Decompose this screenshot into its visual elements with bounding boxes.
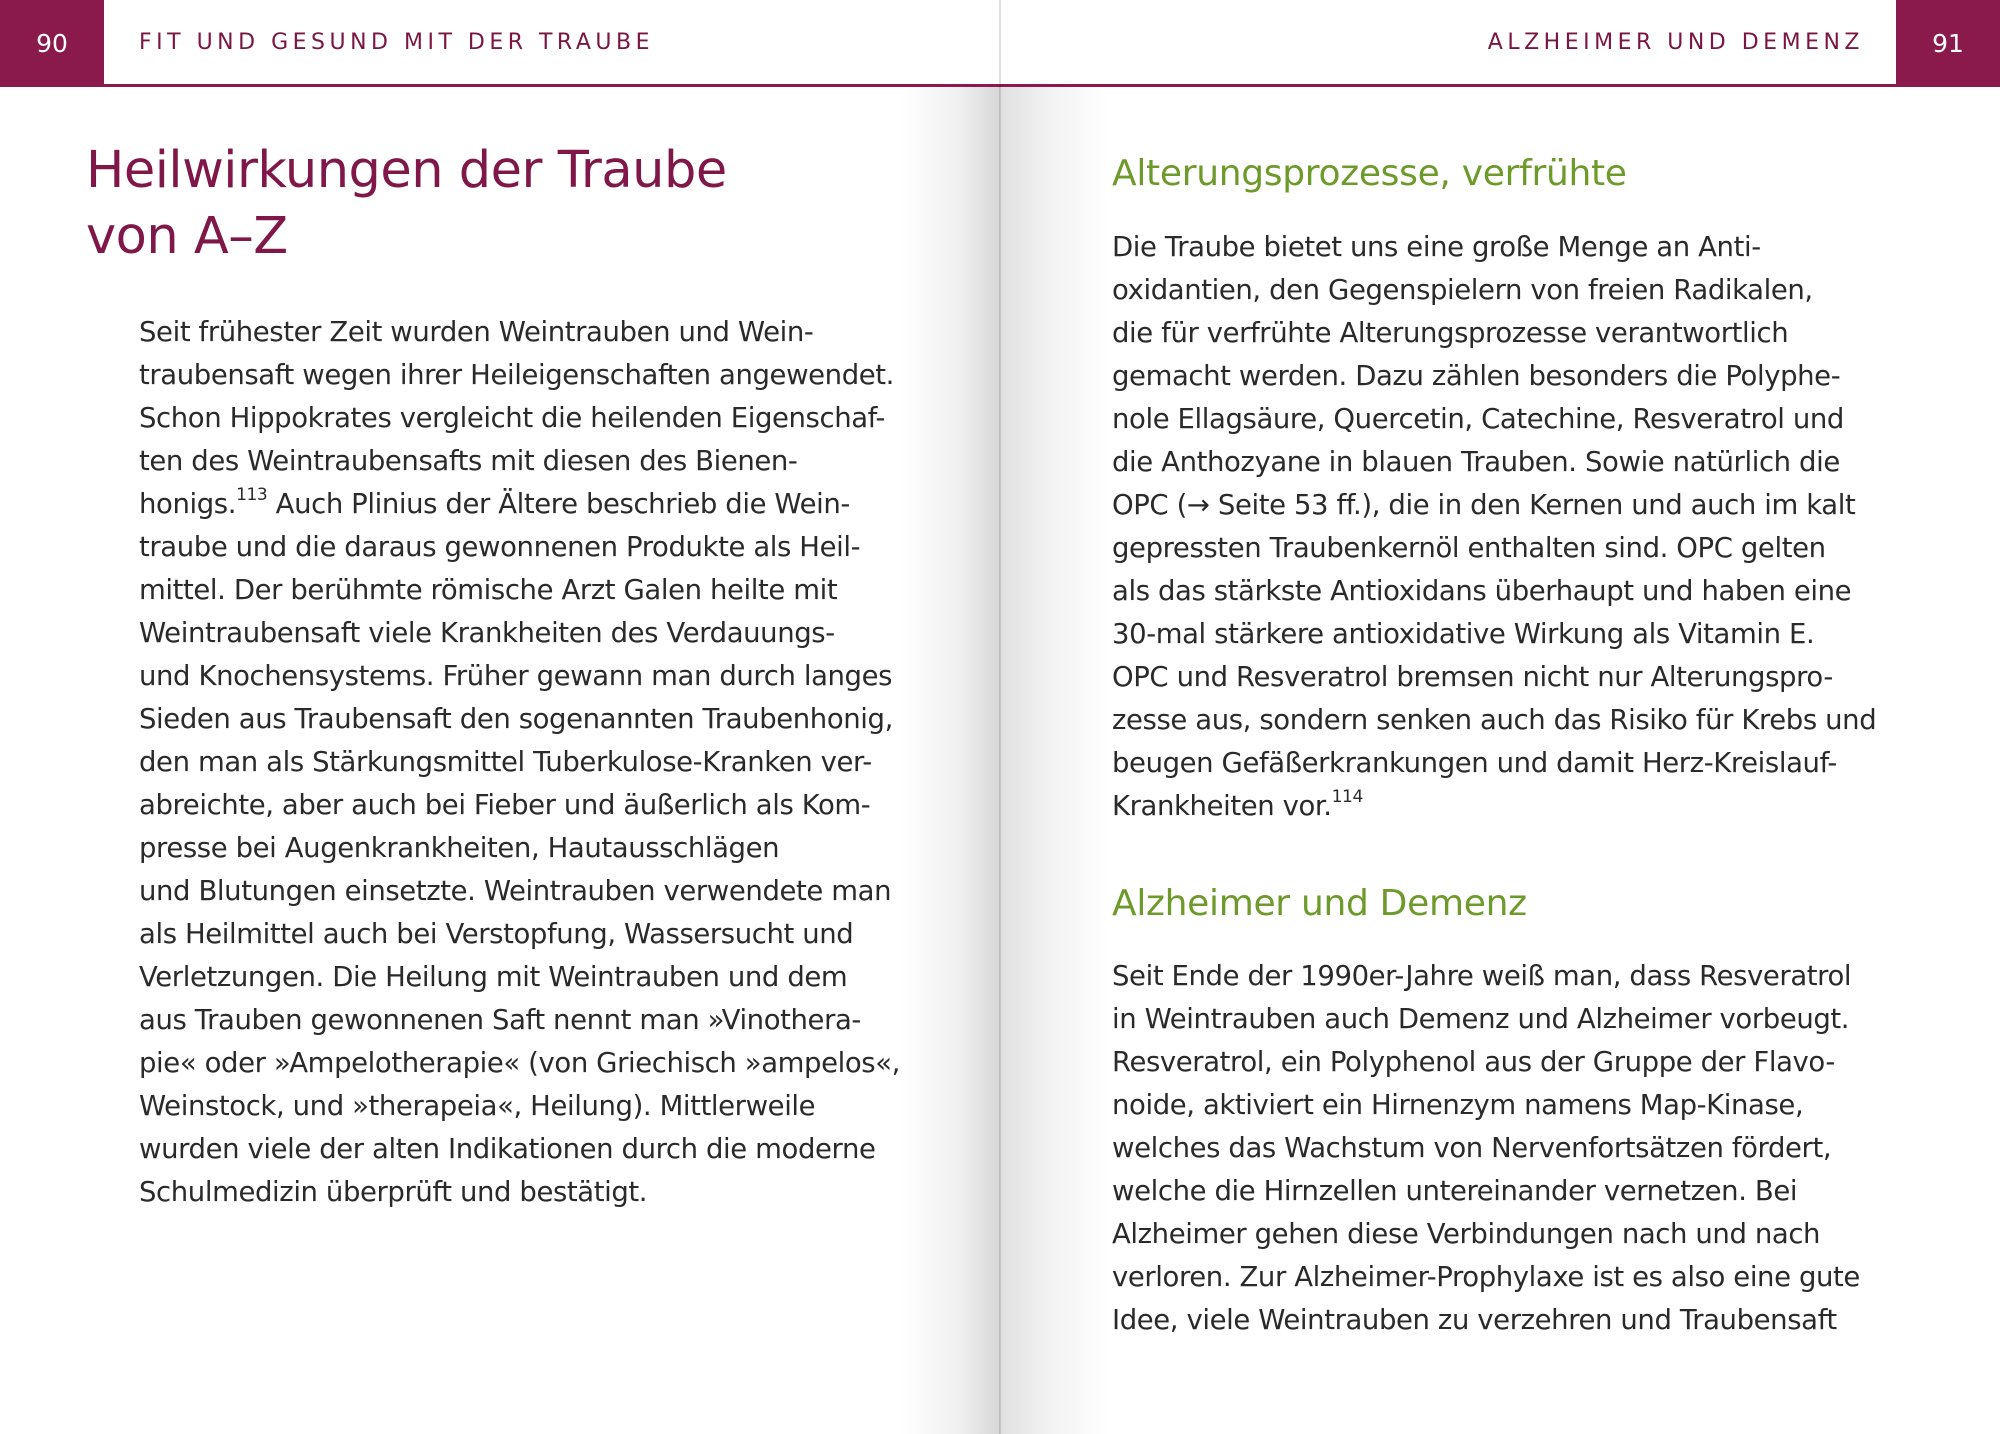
header-rule (0, 84, 1000, 87)
text-line: und Knochensystems. Früher gewann man durch langes (139, 660, 893, 692)
text-line: OPC und Resveratrol bremsen nicht nur Alterungspro- (1112, 661, 1833, 693)
section-heading: Alzheimer und Demenz (1112, 883, 1527, 924)
text-line: beugen Gefäßerkrankungen und damit Herz-Kreislauf- (1112, 747, 1837, 779)
text-line: Schulmedizin überprüft und bestätigt. (139, 1176, 648, 1208)
gutter-shadow-right (1000, 86, 1110, 1434)
book-fold (999, 0, 1001, 1434)
chapter-title-line: Heilwirkungen der Traube (86, 141, 727, 200)
section-heading: Alterungsprozesse, verfrühte (1112, 153, 1627, 194)
text-line: 30-mal stärkere antioxidative Wirkung als Vitamin E. (1112, 618, 1815, 650)
text-line: als Heilmittel auch bei Verstopfung, Wassersucht und (139, 918, 854, 950)
text-line: zesse aus, sondern senken auch das Risiko für Krebs und (1112, 704, 1877, 736)
text-line: und Blutungen einsetzte. Weintrauben verwendete man (139, 875, 892, 907)
text-line: Sieden aus Traubensaft den sogenannten Traubenhonig, (139, 703, 893, 735)
text-line: noide, aktiviert ein Hirnenzym namens Map-Kinase, (1112, 1089, 1804, 1121)
text-line: welches das Wachstum von Nervenfortsätzen fördert, (1112, 1132, 1832, 1164)
text-line: gemacht werden. Dazu zählen besonders die Polyphe- (1112, 360, 1841, 392)
intro-paragraph (139, 311, 900, 1214)
text-line: als das stärkste Antioxidans überhaupt und haben eine (1112, 575, 1852, 607)
text-line: gepressten Traubenkernöl enthalten sind. OPC gelten (1112, 532, 1826, 564)
text-line: aus Trauben gewonnenen Saft nennt man »Vinothera- (139, 1004, 861, 1036)
text-line: Idee, viele Weintrauben zu verzehren und Traubensaft (1112, 1304, 1837, 1336)
text-line: in Weintrauben auch Demenz und Alzheimer vorbeugt. (1112, 1003, 1850, 1035)
page-number: 91 (1896, 0, 2000, 86)
text-line: mittel. Der berühmte römische Arzt Galen heilte mit (139, 574, 838, 606)
text-line: Seit Ende der 1990er-Jahre weiß man, dass Resveratrol (1112, 960, 1852, 992)
text-line: Weinstock, und »therapeia«, Heilung). Mittlerweile (139, 1090, 816, 1122)
text-line: oxidantien, den Gegenspielern von freien Radikalen, (1112, 274, 1813, 306)
text-line: Die Traube bietet uns eine große Menge an Anti- (1112, 231, 1761, 263)
text-line: presse bei Augenkrankheiten, Hautausschlägen (139, 832, 780, 864)
text-line: die Anthozyane in blauen Trauben. Sowie natürlich die (1112, 446, 1840, 478)
text-line: traube und die daraus gewonnenen Produkte als Heil- (139, 531, 861, 563)
text-line (1112, 785, 1876, 828)
text-fragment: Auch Plinius der Ältere beschrieb die Wein- (267, 488, 850, 520)
text-line: OPC (→ Seite 53 ff.), die in den Kernen und auch im kalt (1112, 489, 1856, 521)
section-paragraph (1112, 226, 1876, 828)
text-line: verloren. Zur Alzheimer-Prophylaxe ist es also eine gute (1112, 1261, 1860, 1293)
text-line: wurden viele der alten Indikationen durch die moderne (139, 1133, 876, 1165)
text-line: ten des Weintraubensafts mit diesen des Bienen- (139, 445, 798, 477)
text-line: abreichte, aber auch bei Fieber und äußerlich als Kom- (139, 789, 871, 821)
text-line: Alzheimer gehen diese Verbindungen nach und nach (1112, 1218, 1821, 1250)
text-line: den man als Stärkungsmittel Tuberkulose-Kranken ver- (139, 746, 872, 778)
text-line: nole Ellagsäure, Quercetin, Catechine, Resveratrol und (1112, 403, 1844, 435)
text-fragment: honigs. (139, 488, 237, 520)
running-head: ALZHEIMER UND DEMENZ (1487, 30, 1864, 55)
section-paragraph (1112, 955, 1860, 1342)
text-line: Weintraubensaft viele Krankheiten des Verdauungs- (139, 617, 835, 649)
header-rule (1000, 84, 2000, 87)
footnote-ref: 113 (236, 484, 268, 505)
text-line: Resveratrol, ein Polyphenol aus der Gruppe der Flavo- (1112, 1046, 1835, 1078)
text-line: Schon Hippokrates vergleicht die heilenden Eigenschaf- (139, 402, 885, 434)
right-page (1000, 0, 2000, 1434)
text-line: Verletzungen. Die Heilung mit Weintrauben und dem (139, 961, 848, 993)
gutter-shadow-left (900, 86, 1000, 1434)
page-number: 90 (0, 0, 104, 86)
chapter-title-line: von A–Z (86, 207, 288, 266)
text-line: welche die Hirnzellen untereinander vernetzen. Bei (1112, 1175, 1798, 1207)
text-line (139, 483, 900, 526)
chapter-title (86, 138, 727, 270)
footnote-ref: 114 (1331, 786, 1363, 807)
text-fragment: Krankheiten vor. (1112, 790, 1332, 822)
text-line: Seit frühester Zeit wurden Weintrauben und Wein- (139, 316, 814, 348)
text-line: die für verfrühte Alterungsprozesse verantwortlich (1112, 317, 1789, 349)
text-line: traubensaft wegen ihrer Heileigenschaften angewendet. (139, 359, 895, 391)
text-line: pie« oder »Ampelotherapie« (von Griechisch »ampelos«, (139, 1047, 900, 1079)
running-head: FIT UND GESUND MIT DER TRAUBE (139, 30, 654, 55)
